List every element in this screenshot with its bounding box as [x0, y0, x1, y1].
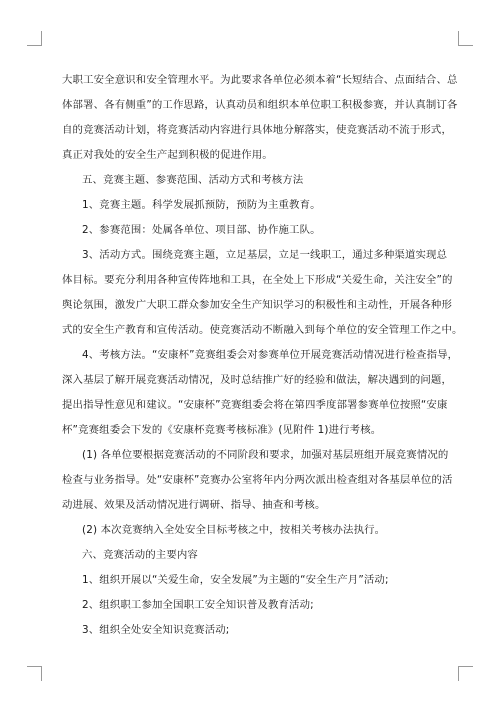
- text-line: 3、活动方式。围绕竞赛主题，立足基层，立足一线职工，通过多种渠道实现总: [82, 249, 448, 261]
- list-item: 1、组织开展以“关爱生命，安全发展”为主题的“安全生产月”活动;: [82, 574, 389, 586]
- text-line: 检查与业务指导。处“安康杯”竞赛办公室将年内分两次派出检查组对各基层单位的活: [62, 474, 453, 486]
- text-line: 大职工安全意识和安全管理水平。为此要求各单位必须本着“长短结合、点面结合、总: [62, 74, 458, 86]
- text-line: 舆论氛围，激发广大职工群众参加安全生产知识学习的积极性和主动性，开展各种形: [62, 299, 452, 311]
- paragraph-activity-method: [62, 243, 463, 343]
- crop-mark-top-left: [27, 31, 42, 46]
- text-line: 自的竞赛活动计划，将竞赛活动内容进行具体地分解落实，使竞赛活动不流于形式，: [62, 124, 452, 136]
- section-heading-6: 六、竞赛活动的主要内容: [82, 549, 198, 561]
- participation-scope: 2、参赛范围：处属各单位、项目部、协作施工队。: [82, 224, 321, 236]
- document-body: [62, 68, 463, 643]
- crop-mark-top-right: [458, 31, 473, 46]
- paragraph-item-1: [62, 443, 453, 518]
- list-item: 2、组织职工参加全国职工安全知识普及教育活动;: [82, 599, 314, 611]
- competition-theme: 1、竞赛主题。科学发展抓预防，预防为主重教育。: [82, 199, 321, 211]
- text-line: 动进展、效果及活动情况进行调研、指导、抽查和考核。: [62, 499, 326, 511]
- text-line: 体部署、各有侧重”的工作思路，认真动员和组织本单位职工积极参赛，并认真制订各: [62, 99, 458, 111]
- paragraph-item-2: (2) 本次竞赛纳入全处安全目标考核之中，按相关考核办法执行。: [82, 524, 386, 536]
- text-line: 体目标。要充分利用各种宣传阵地和工具，在全处上下形成“关爱生命，关注安全”的: [62, 274, 453, 286]
- text-line: 4、考核方法。“安康杯”竞赛组委会对参赛单位开展竞赛活动情况进行检查指导，: [82, 349, 459, 361]
- crop-mark-bottom-left: [27, 666, 42, 681]
- list-item: 3、组织全处安全知识竞赛活动;: [82, 624, 230, 636]
- section-heading-5: 五、竞赛主题、参赛范围、活动方式和考核方法: [82, 174, 304, 186]
- text-line: 式的安全生产教育和宣传活动。使竞赛活动不断融入到每个单位的安全管理工作之中。: [62, 324, 463, 336]
- crop-mark-bottom-right: [458, 666, 473, 681]
- text-line: 深入基层了解开展竞赛活动情况，及时总结推广好的经验和做法，解决遇到的问题，: [62, 374, 452, 386]
- paragraph-continuation: [62, 68, 458, 168]
- paragraph-assessment-method: [62, 343, 459, 443]
- text-line: (1) 各单位要根据竞赛活动的不同阶段和要求，加强对基层班组开展竞赛情况的: [82, 449, 449, 461]
- text-line: 提出指导性意见和建议。“安康杯”竞赛组委会将在第四季度部署参赛单位按照“安康: [62, 399, 448, 411]
- text-line: 真正对我处的安全生产起到积极的促进作用。: [62, 149, 273, 161]
- text-line: 杯”竞赛组委会下发的《安康杯竞赛考核标准》(见附件 1)进行考核。: [62, 424, 382, 436]
